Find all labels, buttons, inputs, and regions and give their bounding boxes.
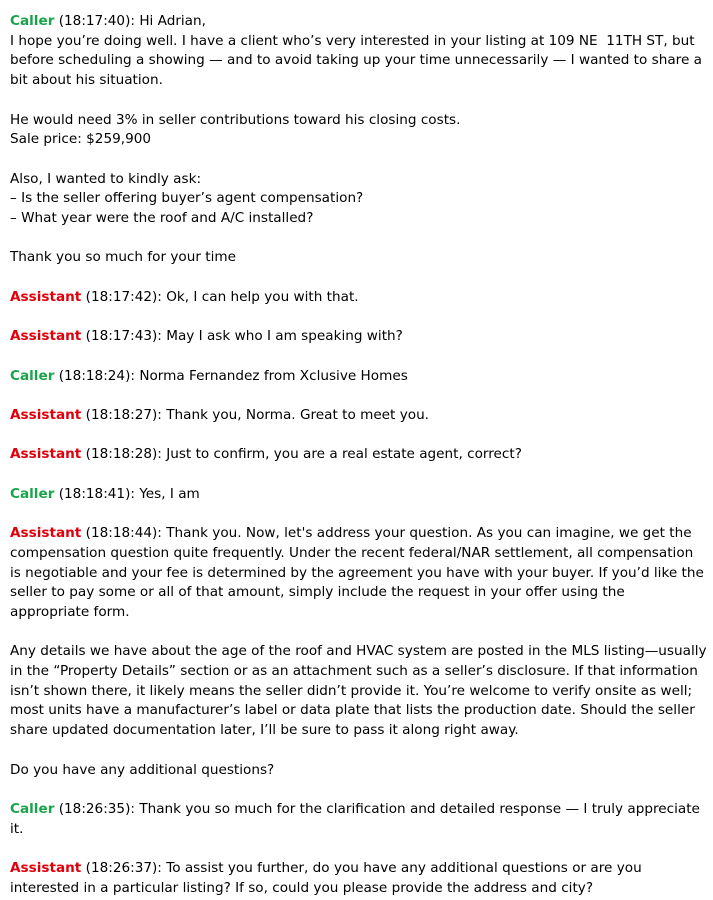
timestamp-open: ( <box>81 860 91 877</box>
timestamp-open: ( <box>81 328 91 345</box>
message-paragraph <box>10 367 707 387</box>
message-paragraph <box>10 170 707 229</box>
message-text: Also, I wanted to kindly ask: – Is the seller offering buyer’s agent compensation? – What year were the roof and A/C installed? <box>10 170 364 226</box>
timestamp-close: ): <box>125 485 140 502</box>
message-paragraph <box>10 642 711 741</box>
message-assistant <box>10 524 711 780</box>
speaker-label: Assistant <box>10 525 82 542</box>
message-paragraph <box>10 524 707 623</box>
message-assistant <box>10 406 707 426</box>
speaker-label: Caller <box>10 13 55 29</box>
timestamp-close: ): <box>152 525 167 542</box>
message-assistant <box>10 327 707 347</box>
timestamp-close: ): <box>152 288 167 305</box>
message-text: Do you have any additional questions? <box>10 761 275 778</box>
message-text: Thank you. Now, let's address your question. As you can imagine, we get the compensation question quite frequently. Under the recent federal/NAR settlement, all compensation is negotiable and your fee is determined by the agreement you have with your buyer. If you’d like the seller to pay some or all of that amount, simply include the request in your offer using the appropriate form. <box>10 525 709 620</box>
message-text: Any details we have about the age of the roof and HVAC system are posted in the MLS listing—usually in the “Property Details” section or as an attachment such as a seller’s disclosure. If that information isn’t shown there, it likely means the seller didn’t provide it. You’re welcome to verify onsite as well; most units have a manufacturer’s label or data plate that lists the production date. Should the seller share updated documentation later, I’ll be sure to pass it along right away. <box>10 643 711 739</box>
message-paragraph <box>10 12 707 91</box>
timestamp-close: ): <box>125 367 140 384</box>
message-text: Ok, I can help you with that. <box>166 288 359 305</box>
timestamp-open: ( <box>54 367 65 384</box>
speaker-label: Assistant <box>10 860 82 877</box>
message-assistant <box>10 859 707 898</box>
message-text: Hi Adrian, I hope you’re doing well. I have a client who’s very interested in your listing at 109 NE 11TH ST, but before scheduling a showing — and to avoid taking up your time unnecessarily — I wanted to share a bit about his situation. <box>10 13 702 89</box>
timestamp: 18:26:37 <box>90 860 152 877</box>
message-paragraph <box>10 485 707 505</box>
message-paragraph <box>10 288 707 308</box>
message-assistant <box>10 288 707 308</box>
timestamp-close: ): <box>152 406 167 423</box>
message-paragraph <box>10 248 707 268</box>
timestamp: 18:17:42 <box>90 288 152 305</box>
message-text: Thank you so much for the clarification and detailed response — I truly appreciate it. <box>10 800 705 837</box>
timestamp: 18:18:24 <box>64 367 126 384</box>
message-paragraph <box>10 406 707 426</box>
timestamp-open: ( <box>81 288 91 305</box>
message-assistant <box>10 445 707 465</box>
message-text: Just to confirm, you are a real estate agent, correct? <box>166 446 522 463</box>
timestamp-close: ): <box>152 446 167 463</box>
speaker-label: Caller <box>10 367 55 384</box>
timestamp: 18:18:44 <box>90 525 152 542</box>
message-caller <box>10 367 707 387</box>
message-text: Thank you so much for your time <box>10 249 236 266</box>
message-caller <box>10 12 707 268</box>
message-text: Norma Fernandez from Xclusive Homes <box>139 367 408 384</box>
timestamp: 18:18:27 <box>90 406 152 423</box>
message-paragraph <box>10 800 707 839</box>
timestamp: 18:26:35 <box>64 800 126 817</box>
message-paragraph <box>10 445 707 465</box>
timestamp: 18:18:41 <box>64 485 126 502</box>
speaker-label: Assistant <box>10 328 82 345</box>
timestamp-open: ( <box>54 485 65 502</box>
timestamp-close: ): <box>125 800 140 817</box>
speaker-label: Assistant <box>10 406 82 423</box>
message-caller <box>10 485 707 505</box>
speaker-label: Caller <box>10 800 55 817</box>
message-text: To assist you further, do you have any additional questions or are you interested in a particular listing? If so, could you please provide the address and city? <box>10 860 647 896</box>
message-text: Thank you, Norma. Great to meet you. <box>166 406 430 423</box>
message-text: May I ask who I am speaking with? <box>166 328 403 345</box>
speaker-label: Caller <box>10 485 55 502</box>
message-caller <box>10 800 707 839</box>
speaker-label: Assistant <box>10 446 82 463</box>
message-paragraph <box>10 327 707 347</box>
timestamp: 18:17:40 <box>64 13 126 29</box>
timestamp-open: ( <box>81 446 91 463</box>
timestamp-close: ): <box>125 13 140 29</box>
timestamp: 18:18:28 <box>90 446 152 463</box>
timestamp: 18:17:43 <box>90 328 152 345</box>
timestamp-close: ): <box>152 328 167 345</box>
message-paragraph <box>10 761 707 781</box>
timestamp-open: ( <box>81 406 91 423</box>
message-paragraph <box>10 859 707 898</box>
timestamp-open: ( <box>54 800 65 817</box>
message-paragraph <box>10 111 707 150</box>
speaker-label: Assistant <box>10 288 82 305</box>
timestamp-open: ( <box>54 13 65 29</box>
message-text: He would need 3% in seller contributions toward his closing costs. Sale price: $259,900 <box>10 111 461 148</box>
message-text: Yes, I am <box>139 485 200 502</box>
timestamp-close: ): <box>152 860 167 877</box>
timestamp-open: ( <box>81 525 91 542</box>
